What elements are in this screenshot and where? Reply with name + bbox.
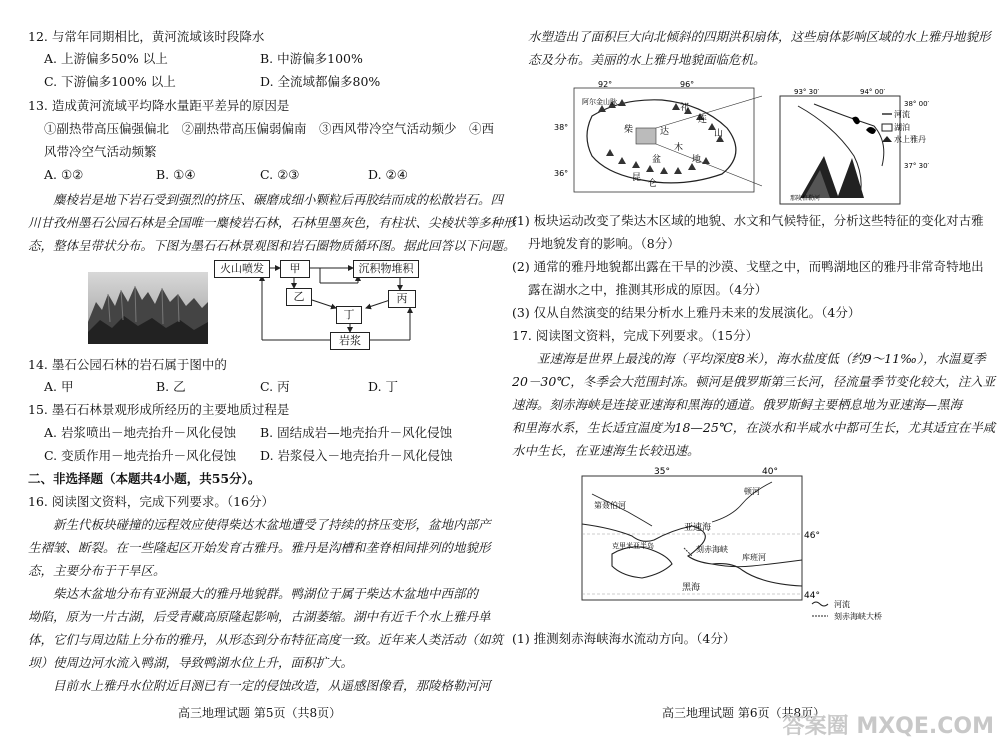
crimea-label: 克里米亚半岛	[612, 542, 654, 550]
lat-36-label: 36°	[554, 169, 569, 178]
map-char: 山	[714, 129, 724, 139]
box-jia: 甲	[280, 260, 310, 278]
passage2-continued: 水塑造出了面积巨大向北倾斜的四期洪积扇体，这些扇体影响区域的水上雅丹地貌形	[528, 29, 991, 44]
watermark: 答案圈 MXQE.COM	[782, 714, 994, 739]
dnieper-label: 第聂伯河	[594, 501, 626, 510]
lat-46-label: 46°	[804, 531, 820, 541]
map-char: 昆	[632, 173, 642, 183]
q13-option-c: C. ②③	[260, 167, 300, 182]
map-char: 祁	[680, 103, 690, 113]
map-char: 木	[674, 143, 684, 153]
map-char: 地	[692, 155, 702, 165]
q13-option-b: B. ①④	[156, 167, 196, 182]
map-char: 仑	[648, 179, 658, 189]
q12-option-d: D. 全流域都偏多80%	[260, 74, 381, 89]
passage3-line: 亚速海是世界上最浅的海（平均深度8米），海水盐度低（约9～11‰），水温夏季	[512, 351, 986, 366]
legend-river-text: 河流	[834, 600, 850, 609]
q16-sub1: (1) 板块运动改变了柴达木区域的地貌、水文和气候特征，分析这些特征的变化对古雅	[512, 213, 984, 228]
azov-sea-map	[572, 464, 912, 624]
box-volcano: 火山喷发	[214, 260, 270, 278]
q13-stem: 13. 造成黄河流域平均降水量距平差异的原因是	[28, 98, 290, 113]
passage3-line: 和里海水系，生长适宜温度为18—25℃，在淡水和半咸水中都可生长，尤其适宜在半咸	[512, 420, 996, 435]
q15-option-a: A. 岩浆喷出－地壳抬升－风化侵蚀	[44, 425, 236, 440]
passage1-line: 态，整体呈带状分布。下图为墨石石林景观图和岩石圈物质循环图。据此回答以下问题。	[28, 238, 516, 253]
strait-label: 刻赤海峡	[696, 545, 728, 554]
kuban-label: 库班河	[742, 553, 766, 562]
q14-option-b: B. 乙	[156, 379, 186, 394]
q15-option-d: D. 岩浆侵入－地壳抬升－风化侵蚀	[260, 448, 453, 463]
legend-bridge-text: 刻赤海峡大桥	[834, 612, 882, 621]
lon-35-label: 35°	[654, 467, 670, 477]
rock-cycle-diagram	[210, 258, 450, 350]
passage3-line: 水中生长，在亚速海生长较迅速。	[512, 443, 700, 458]
inset-lat-label: 38° 00′	[904, 100, 930, 108]
lat-44-label: 44°	[804, 591, 820, 601]
map-char: 盆	[652, 155, 662, 165]
inset-lat-label: 37° 30′	[904, 162, 930, 170]
passage2-line: 坳陷，原为一片古湖，后受青藏高原隆起影响，古湖萎缩。湖中有近千个水上雅丹单	[28, 609, 491, 624]
passage2-line: 目前水上雅丹水位附近目测已有一定的侵蚀改造，从遥感图像看，那陵格勒河河	[28, 678, 491, 693]
stone-forest-photo	[88, 272, 208, 344]
page-footer-right: 高三地理试题 第6页（共8页）	[662, 706, 826, 720]
box-yi: 乙	[286, 288, 312, 306]
box-sediment: 沉积物堆积	[353, 260, 419, 278]
lon-96-label: 96°	[680, 80, 695, 89]
q16-sub2: (2) 通常的雅丹地貌都出露在干旱的沙漠、戈壁之中，而鸭湖地区的雅丹非常奇特地出	[512, 259, 984, 274]
legend-river-text: 河流	[894, 110, 910, 119]
q16-sub1-cont: 丹地貌发育的影响。（8分）	[528, 236, 680, 251]
q17-sub1: (1) 推测刻赤海峡海水流动方向。（4分）	[512, 631, 736, 646]
map-char: 达	[660, 127, 670, 137]
q15-option-b: B. 固结成岩—地壳抬升－风化侵蚀	[260, 425, 453, 440]
q15-stem: 15. 墨石石林景观形成所经历的主要地质过程是	[28, 402, 290, 417]
q12-stem: 12. 与常年同期相比，黄河流域该时段降水	[28, 29, 265, 44]
box-bing: 丙	[388, 290, 416, 308]
q13-opts-line2: 风带冷空气活动频繁	[44, 144, 157, 159]
altun-label: 阿尔金山脉	[582, 98, 617, 106]
azov-label: 亚速海	[684, 523, 712, 533]
q13-option-a: A. ①②	[44, 167, 84, 182]
box-ding: 丁	[336, 306, 362, 324]
passage2-line: 新生代板块碰撞的远程效应使得柴达木盆地遭受了持续的挤压变形，盆地内部产	[28, 517, 491, 532]
passage2-line: 态，主要分布于干旱区。	[28, 563, 166, 578]
q14-option-a: A. 甲	[44, 379, 74, 394]
passage2-line: 生褶皱、断裂。在一些隆起区开始发育古雅丹。雅丹是沟槽和垄脊相间排列的地貌形	[28, 540, 491, 555]
q16-stem: 16. 阅读图文资料，完成下列要求。（16分）	[28, 494, 275, 509]
legend-yardang-text: 水上雅丹	[894, 135, 926, 144]
passage2-line: 柴达木盆地分布有亚洲最大的雅丹地貌群。鸭湖位于属于柴达木盆地中西部的	[28, 586, 479, 601]
passage3-line: 速海。刻赤海峡是连接亚速海和黑海的通道。俄罗斯鲟主要栖息地为亚速海—黑海	[512, 397, 963, 412]
q13-option-d: D. ②④	[368, 167, 408, 182]
q17-stem: 17. 阅读图文资料，完成下列要求。（15分）	[512, 328, 759, 343]
map-char: 柴	[624, 125, 634, 135]
map-char: 连	[698, 115, 708, 125]
lat-38-label: 38°	[554, 123, 569, 132]
q14-stem: 14. 墨石公园石林的岩石属于图中的	[28, 357, 227, 372]
legend-lake-text: 湖泊	[894, 123, 910, 132]
q14-option-c: C. 丙	[260, 379, 290, 394]
box-magma: 岩浆	[330, 332, 370, 350]
passage1-line: 麋棱岩是地下岩石受到强烈的挤压、碾磨成细小颗粒后再胶结而成的松散岩石。四	[28, 192, 504, 207]
q12-option-a: A. 上游偏多50% 以上	[44, 51, 168, 66]
inset-lon-label: 94° 00′	[860, 88, 886, 96]
q12-option-b: B. 中游偏多100%	[260, 51, 363, 66]
passage3-line: 20－30℃，冬季会大范围封冻。顿河是俄罗斯第三长河，径流量季节变化较大，注入亚	[512, 374, 996, 389]
lon-40-label: 40°	[762, 467, 778, 477]
inset-lon-label: 93° 30′	[794, 88, 820, 96]
inset-river-label: 那陵格勒河	[790, 195, 821, 202]
passage2-line: 体，它们与周边陆上分布的雅丹，从形态到分布特征高度一致。近年来人类活动（如筑	[28, 632, 504, 647]
passage1-line: 川甘孜州墨石公园石林是全国唯一麋棱岩石林，石林里墨灰色，有柱状、尖棱状等多种形	[28, 215, 516, 230]
black-sea-label: 黑海	[682, 583, 701, 593]
qaidam-basin-map	[552, 76, 762, 198]
don-label: 顿河	[744, 487, 760, 496]
page-footer-left: 高三地理试题 第5页（共8页）	[178, 706, 342, 720]
q16-sub2-cont: 露在湖水之中，推测其形成的原因。（4分）	[528, 282, 768, 297]
lon-92-label: 92°	[598, 80, 613, 89]
q15-option-c: C. 变质作用－地壳抬升－风化侵蚀	[44, 448, 237, 463]
q12-option-c: C. 下游偏多100% 以上	[44, 74, 176, 89]
passage2-line: 坝）使周边河水流入鸭湖，导致鸭湖水位上升，面积扩大。	[28, 655, 354, 670]
q14-option-d: D. 丁	[368, 379, 399, 394]
passage2-continued: 态及分布。美丽的水上雅丹地貌面临危机。	[528, 52, 766, 67]
yahu-inset-map	[764, 86, 960, 206]
q13-opts-line1: ①副热带高压偏强偏北 ②副热带高压偏弱偏南 ③西风带冷空气活动频少 ④西	[44, 121, 495, 136]
q16-sub3: (3) 仅从自然演变的结果分析水上雅丹未来的发展演化。（4分）	[512, 305, 861, 320]
section-heading: 二、非选择题（本题共4小题，共55分）。	[28, 471, 261, 486]
